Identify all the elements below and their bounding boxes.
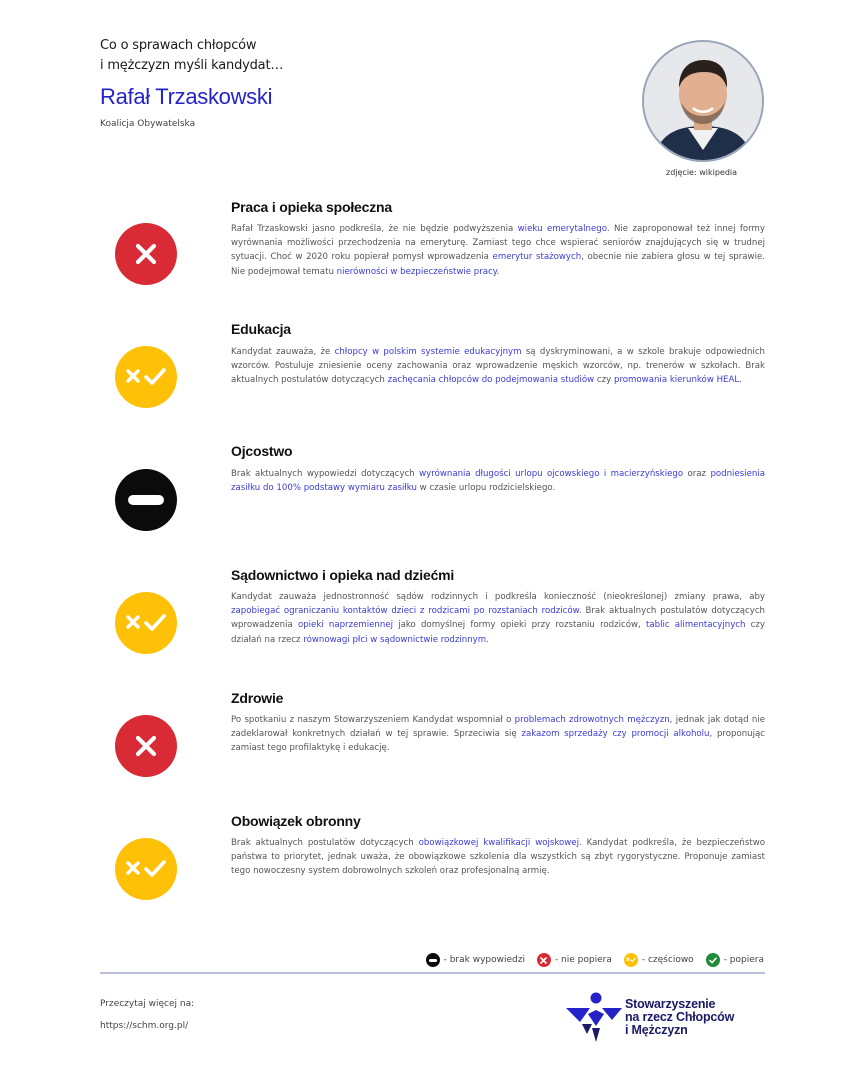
section-body [231,467,765,495]
x-mark-icon [132,732,160,760]
section-title: Zdrowie [231,690,284,706]
legend-item-not-support [537,953,612,967]
website-link[interactable]: https://schm.org.pl/ [100,1021,189,1031]
org-name-line-2: na rzecz Chłopców [625,1010,735,1024]
section-body [231,836,765,879]
legend-support-icon [706,953,720,967]
section-body [231,590,765,647]
section-title: Obowiązek obronny [231,813,361,829]
inline-link[interactable]: nierówności w bezpieczeństwie pracy [336,266,497,277]
inline-link[interactable]: problemach zdrowotnych mężczyzn [514,715,670,725]
body-text: Kandydat zauważa jednostronność sądów rodzinnych i podkreśla konieczność (nieokreślonej) zmiany prawa, aby [231,592,765,602]
x-mark-icon [132,240,160,268]
body-text: , jednak jak dotąd nie zadeklarował konkretnych działań w tej sprawie. Sprzeciwia się [231,715,765,740]
portrait-illustration [644,42,762,160]
inline-link[interactable]: zapobiegać ograniczaniu kontaktów dzieci z rodzicami po rozstaniach rodziców [231,606,579,617]
body-text: . Brak aktualnych postulatów dotyczących wprowadzenia [231,606,765,631]
legend-item-support [706,953,764,967]
inline-link[interactable]: promowania kierunków HEAL [614,375,740,386]
inline-link[interactable]: wyrównania długości urlopu ojcowskiego i macierzyńskiego [419,469,684,479]
legend [426,953,764,967]
organization-name [625,998,734,1037]
x-check-icon [124,611,168,635]
inline-link[interactable]: podniesienia zasiłku do 100% podstawy wymiaru zasiłku [231,469,765,494]
section-title: Sądownictwo i opieka nad dziećmi [231,567,455,583]
read-more-label: Przeczytaj więcej na: [100,999,195,1009]
header-intro [100,36,283,76]
section-title: Praca i opieka społeczna [231,199,392,215]
intro-line-2: i mężczyzn myśli kandydat… [100,58,284,73]
body-text: . Kandydat podkreśla, że bezpieczeństwo państwa to priorytet, jednak uważa, że obowiązkowe szkolenia dla wszystkich są zbyt rygorystyczne. Proponuje zamiast tego nowoczesny system dobrowolnych szkoleń oraz profesjonalną armię. [231,838,766,877]
status-not-support-icon [115,223,177,285]
candidate-party: Koalicja Obywatelska [100,119,196,129]
inline-link[interactable]: emerytur stażowych [492,252,582,263]
inline-link[interactable]: tablic alimentacyjnych [645,620,746,631]
section-body [231,713,765,756]
candidate-photo [642,40,764,162]
body-text: Po spotkaniu z naszym Stowarzyszeniem Kandydat wspomniał o [231,715,515,725]
footer-divider [100,972,765,974]
body-text: . [739,375,742,386]
body-text: . [496,266,500,277]
legend-not-support-label: - nie popiera [554,955,612,965]
minus-icon [128,495,164,505]
section-title: Ojcostwo [231,443,293,459]
legend-not-support-icon [537,953,551,967]
body-text: Brak aktualnych postulatów dotyczących [231,838,419,848]
body-text: jako domyślnej formy opieki przy rozstaniu rodziców, [393,620,646,631]
status-partial-icon [115,838,177,900]
inline-link[interactable]: obowiązkowej kwalifikacji wojskowej [418,838,579,848]
section-body [231,222,765,279]
org-name-line-1: Stowarzyszenie [625,997,716,1011]
legend-no-statement-label: - brak wypowiedzi [443,955,525,965]
status-not-support-icon [115,715,177,777]
legend-partial-label: - częściowo [641,955,694,965]
inline-link[interactable]: opieki naprzemiennej [297,620,393,631]
x-check-icon [124,857,168,881]
inline-link[interactable]: równowagi płci w sądownictwie rodzinnym [303,634,487,645]
legend-item-partial [624,953,694,967]
org-name-line-3: i Mężczyzn [625,1023,688,1037]
status-partial-icon [115,346,177,408]
inline-link[interactable]: chłopcy w polskim systemie edukacyjnym [334,347,522,357]
body-text: są dyskryminowani, a w szkole brakuje odpowiednich wzorców. Postuluje zniesienie oceny zachowania oraz wprowadzenie męskich wzorców, np. trenerów w szkołach. Brak aktualnych postulatów dotyczących [231,347,765,386]
status-no-statement-icon [115,469,177,531]
photo-caption: zdjęcie: wikipedia [666,168,738,177]
body-text: , obecnie nie zabiera głosu w tej sprawie. Nie podejmował tematu [231,252,765,277]
legend-support-label: - popiera [723,955,764,965]
footer-read-more [100,993,194,1037]
body-text: . Nie zaproponował też innej formy wyrównania możliwości przechodzenia na emeryturę. Zamiast tego chce wspierać seniorów znajdujących się w trudnej sytuacji. Choć w 2020 roku popierał pomysł wprowadzenia [231,224,765,263]
body-text: Brak aktualnych wypowiedzi dotyczących [231,469,420,479]
status-partial-icon [115,592,177,654]
body-text: czy działań na rzecz [231,620,765,645]
intro-line-1: Co o sprawach chłopców [100,38,257,53]
body-text: w czasie urlopu rodzicielskiego. [416,483,556,494]
body-text: Kandydat zauważa, że [231,347,335,357]
body-text: , proponując zamiast tego profilaktykę i edukację. [231,729,765,754]
legend-no-statement-icon [426,953,440,967]
inline-link[interactable]: wieku emerytalnego [517,224,607,234]
inline-link[interactable]: zachęcania chłopców do podejmowania studiów [387,375,595,386]
body-text: Rafał Trzaskowski jasno podkreśla, że nie będzie podwyższenia [231,224,518,234]
x-check-icon [124,365,168,389]
section-body [231,345,765,388]
body-text: . [486,634,489,645]
body-text: oraz [683,469,711,479]
section-title: Edukacja [231,321,291,337]
inline-link[interactable]: zakazom sprzedaży czy promocji alkoholu [521,729,710,740]
body-text: czy [594,375,614,386]
candidate-name: Rafał Trzaskowski [100,84,273,109]
legend-partial-icon [624,953,638,967]
